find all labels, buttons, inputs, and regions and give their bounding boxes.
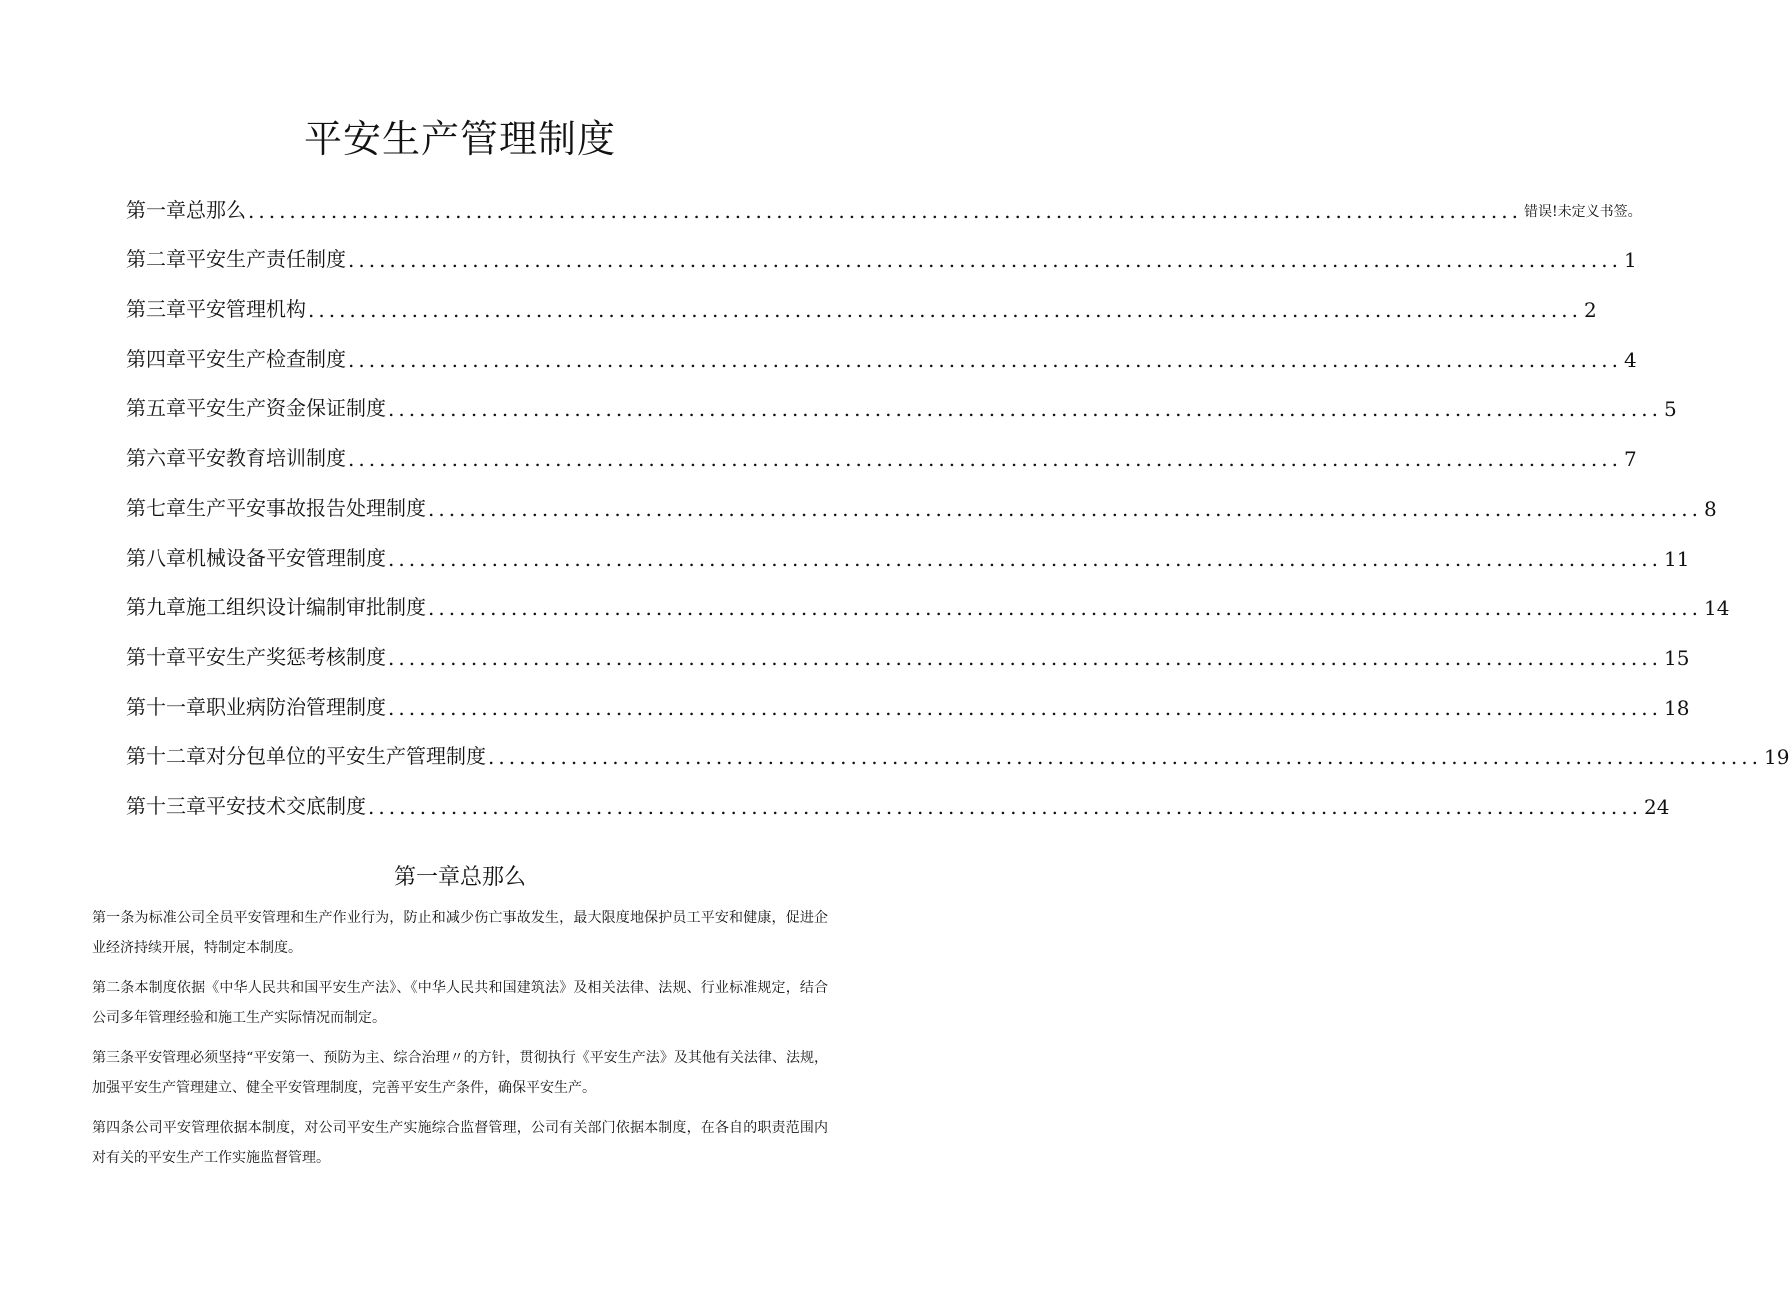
document-title: 平安生产管理制度 bbox=[303, 117, 616, 161]
toc-entry-label: 第九章施工组织设计编制审批制度 bbox=[126, 595, 426, 620]
toc-leader-dots: ........................................................................................................................... bbox=[368, 794, 1642, 819]
toc-entry-label: 第八章机械设备平安管理制度 bbox=[126, 545, 386, 570]
article-paragraph: 第四条公司平安管理依据本制度，对公司平安生产实施综合监督管理，公司有关部门依据本制度，在各自的职责范围内对有关的平安生产工作实施监督管理。 bbox=[92, 1120, 828, 1166]
toc-entry-label: 第二章平安生产责任制度 bbox=[126, 247, 346, 272]
toc-entry[interactable] bbox=[126, 571, 1730, 621]
toc-entry-label: 第十三章平安技术交底制度 bbox=[126, 793, 366, 818]
toc-entry[interactable] bbox=[126, 720, 1789, 770]
toc-leader-dots: ........................................................................................................................... bbox=[348, 248, 1622, 273]
toc-entry-page: 11 bbox=[1663, 546, 1690, 571]
toc-entry-label: 第四章平安生产检查制度 bbox=[126, 346, 346, 371]
toc-leader-dots: ........................................................................................................................... bbox=[388, 397, 1662, 422]
article-paragraph: 第三条平安管理必须坚持“平安第一、预防为主、综合治理〃的方针，贯彻执行《平安生产法》及其他有关法律、法规，加强平安生产管理建立、健全平安管理制度，完善平安生产条件，确保平安生产。 bbox=[92, 1050, 828, 1096]
toc-entry-page: 8 bbox=[1703, 496, 1717, 521]
toc-entry-page: 1 bbox=[1623, 248, 1637, 273]
toc-leader-dots: ........................................................................................................................... bbox=[348, 347, 1622, 372]
toc-leader-dots: ........................................................................................................................... bbox=[388, 645, 1662, 670]
toc-entry-page: 18 bbox=[1663, 695, 1690, 720]
toc-entry-page: 2 bbox=[1583, 298, 1597, 323]
toc-entry[interactable] bbox=[126, 272, 1597, 323]
toc-leader-dots: ........................................................................................................................... bbox=[388, 695, 1662, 720]
toc-entry-label: 第十章平安生产奖惩考核制度 bbox=[126, 644, 386, 669]
toc-entry[interactable] bbox=[126, 173, 1642, 223]
toc-entry[interactable] bbox=[126, 372, 1677, 422]
toc-entry-page: 5 bbox=[1663, 397, 1677, 422]
article-paragraph: 第二条本制度依据《中华人民共和国平安生产法》、《中华人民共和国建筑法》及相关法律、法规、行业标准规定，结合公司多年管理经验和施工生产实际情况而制定。 bbox=[92, 980, 828, 1026]
toc-entry[interactable] bbox=[126, 670, 1690, 720]
article-paragraph: 第一条为标准公司全员平安管理和生产作业行为，防止和减少伤亡事故发生，最大限度地保护员工平安和健康，促进企业经济持续开展，特制定本制度。 bbox=[92, 910, 828, 956]
toc-leader-dots: ........................................................................................................................... bbox=[308, 298, 1582, 323]
toc-entry-page: 4 bbox=[1623, 347, 1637, 372]
toc-entry-label: 第一章总那么 bbox=[126, 197, 246, 222]
chapter-heading: 第一章总那么 bbox=[393, 865, 526, 890]
toc-leader-dots: ........................................................................................................................... bbox=[428, 496, 1702, 521]
toc-entry-page: 15 bbox=[1663, 645, 1690, 670]
toc-entry[interactable] bbox=[126, 223, 1637, 273]
toc-entry-label: 第十二章对分包单位的平安生产管理制度 bbox=[126, 744, 486, 769]
toc-entry-label: 第五章平安生产资金保证制度 bbox=[126, 396, 386, 421]
table-of-contents bbox=[126, 173, 1789, 819]
toc-entry-page: 7 bbox=[1623, 447, 1637, 472]
toc-entry[interactable] bbox=[126, 322, 1637, 372]
toc-entry-page: 24 bbox=[1643, 794, 1670, 819]
toc-entry[interactable] bbox=[126, 471, 1717, 521]
toc-leader-dots: ........................................................................................................................... bbox=[428, 596, 1702, 621]
toc-leader-dots: ........................................................................................................................... bbox=[388, 546, 1662, 571]
toc-leader-dots: ........................................................................................................................... bbox=[348, 447, 1622, 472]
toc-leader-dots: ........................................................................................................................... bbox=[248, 198, 1522, 223]
toc-entry-label: 第十一章职业病防治管理制度 bbox=[126, 694, 386, 719]
toc-entry-page: 19 bbox=[1763, 745, 1789, 770]
chapter-body bbox=[92, 903, 828, 1183]
toc-entry[interactable] bbox=[126, 421, 1637, 472]
toc-entry-page: 14 bbox=[1703, 596, 1730, 621]
toc-entry[interactable] bbox=[126, 620, 1690, 670]
toc-entry-label: 第七章生产平安事故报告处理制度 bbox=[126, 495, 426, 520]
toc-leader-dots: ........................................................................................................................... bbox=[488, 745, 1762, 770]
toc-entry[interactable] bbox=[126, 769, 1670, 819]
toc-entry[interactable] bbox=[126, 521, 1690, 571]
toc-entry-label: 第六章平安教育培训制度 bbox=[126, 446, 346, 471]
toc-entry-label: 第三章平安管理机构 bbox=[126, 297, 306, 322]
toc-entry-page: 错误!未定义书签。 bbox=[1523, 203, 1642, 220]
